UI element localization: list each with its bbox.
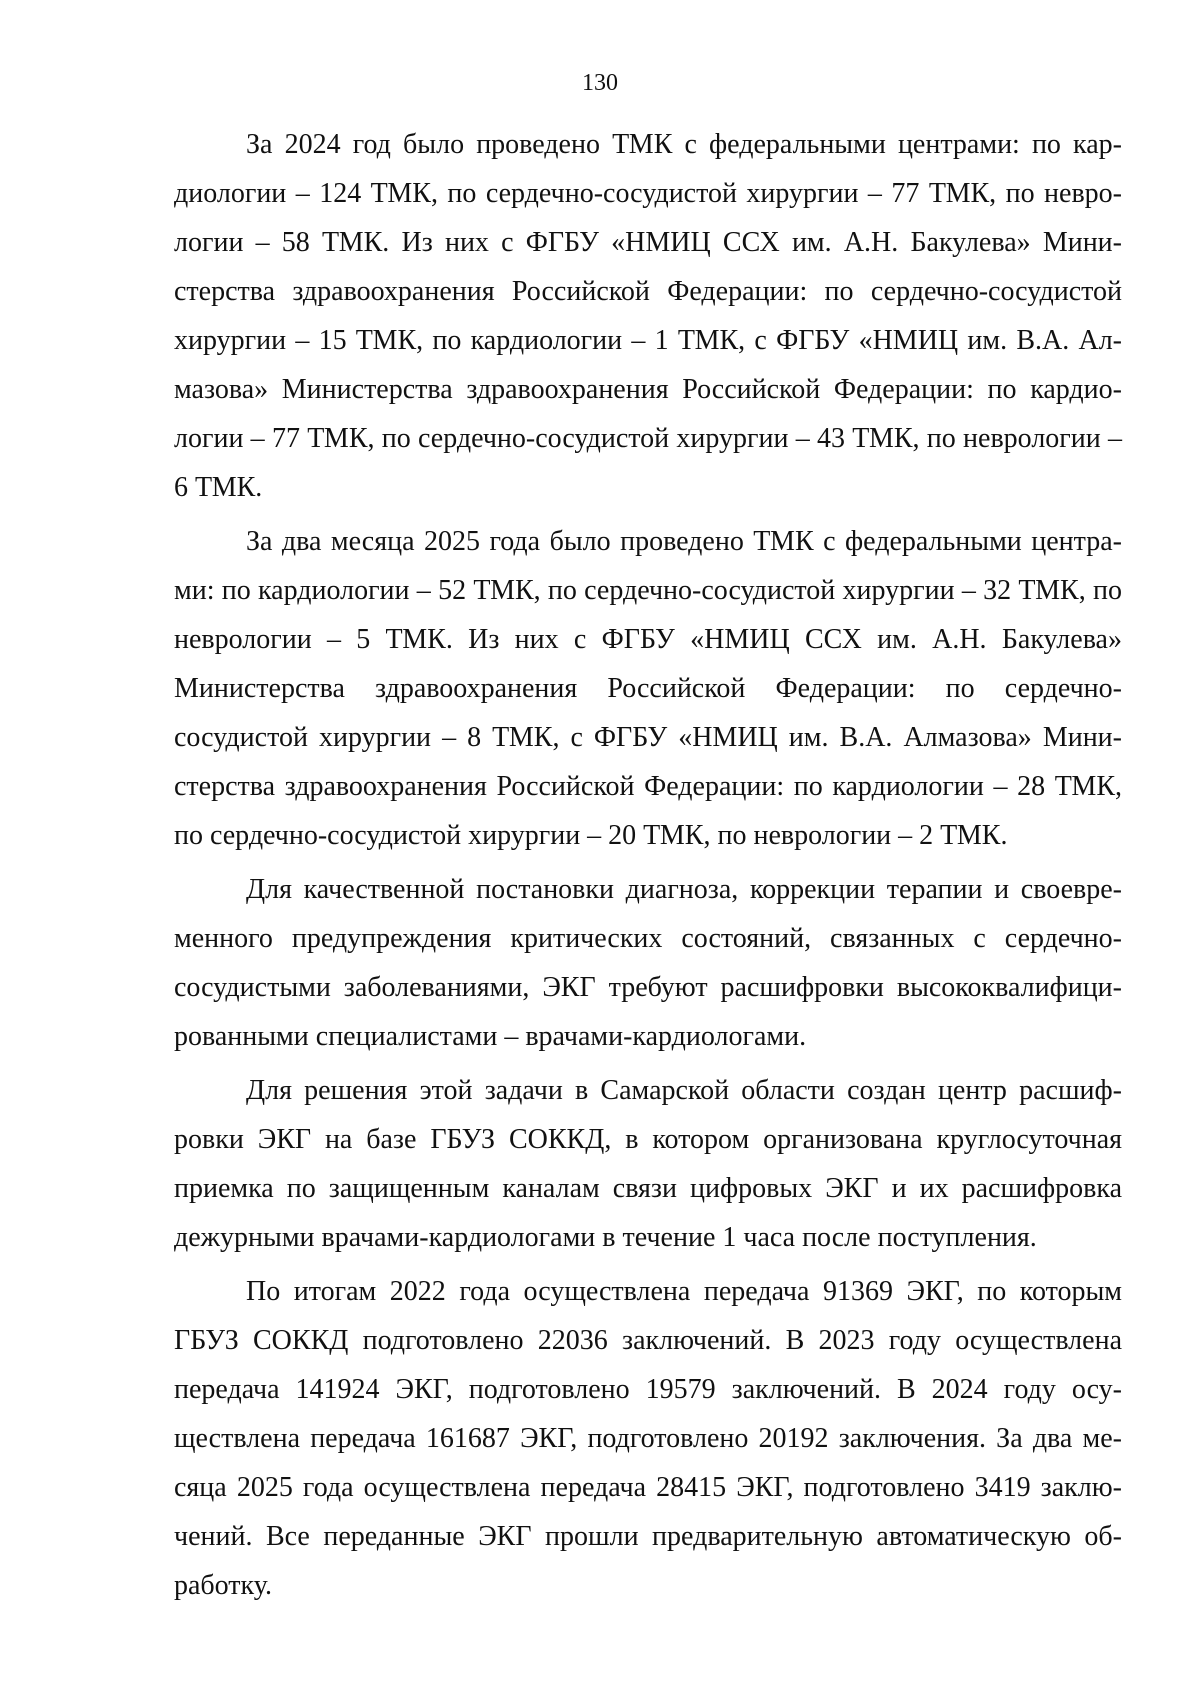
document-body bbox=[174, 120, 1122, 1615]
paragraph-tmk-2025: За два месяца 2025 года было проведено ТМК с федеральными центрами: по кардиологии – 52 ТМК, по сердечно-сосудистой хирургии – 32 ТМК, по неврологии – 5 ТМК. Из них с ФГБУ «НМИЦ ССХ им. А.Н. Бакулева» Министерства здравоохранения Российской Федерации: по сердечно-сосудистой хирургии – 8 ТМК, с ФГБУ «НМИЦ им. В.А. Алмазова» Министерства здравоохранения Российской Федерации: по кардиологии – 28 ТМК, по сердечно-сосудистой хирургии – 20 ТМК, по неврологии – 2 ТМК. bbox=[174, 526, 1122, 851]
paragraph-ecg-center: Для решения этой задачи в Самарской области создан центр расшифровки ЭКГ на базе ГБУЗ СОККД, в котором организована круглосуточная приемка по защищенным каналам связи цифровых ЭКГ и их расшифровка дежурными врачами-кардиологами в течение 1 часа после поступления. bbox=[174, 1075, 1122, 1253]
paragraph-tmk-2024: За 2024 год было проведено ТМК с федеральными центрами: по кардиологии – 124 ТМК, по сердечно-сосудистой хирургии – 77 ТМК, по неврологии – 58 ТМК. Из них с ФГБУ «НМИЦ ССХ им. А.Н. Бакулева» Министерства здравоохранения Российской Федерации: по сердечно-сосудистой хирургии – 15 ТМК, по кардиологии – 1 ТМК, с ФГБУ «НМИЦ им. В.А. Алмазова» Министерства здравоохранения Российской Федерации: по кардиологии – 77 ТМК, по сердечно-сосудистой хирургии – 43 ТМК, по неврологии – 6 ТМК. bbox=[174, 129, 1122, 503]
paragraph-ecg-diagnosis: Для качественной постановки диагноза, коррекции терапии и своевременного предупреждения критических состояний, связанных с сердечно-сосудистыми заболеваниями, ЭКГ требуют расшифровки высококвалифицированными специалистами – врачами-кардиологами. bbox=[174, 874, 1122, 1052]
page-number: 130 bbox=[582, 70, 618, 96]
paragraph-ecg-statistics: По итогам 2022 года осуществлена передача 91369 ЭКГ, по которым ГБУЗ СОККД подготовлено 22036 заключений. В 2023 году осуществлена передача 141924 ЭКГ, подготовлено 19579 заключений. В 2024 году осуществлена передача 161687 ЭКГ, подготовлено 20192 заключения. За два месяца 2025 года осуществлена передача 28415 ЭКГ, подготовлено 3419 заключений. Все переданные ЭКГ прошли предварительную автоматическую обработку. bbox=[174, 1276, 1122, 1601]
